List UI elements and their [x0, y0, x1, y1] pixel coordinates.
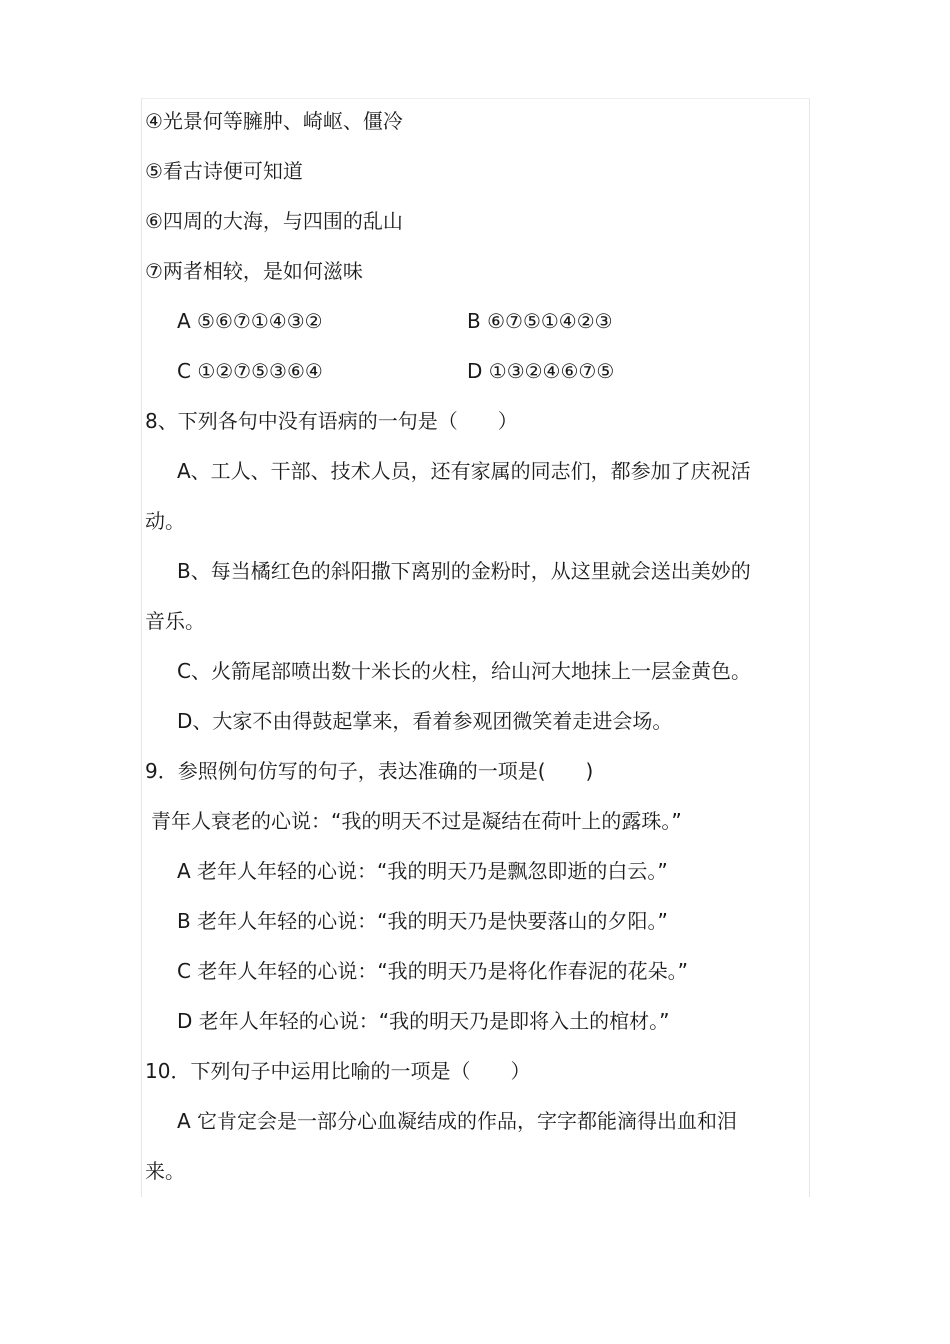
ordering-option-b: B ⑥⑦⑤①④②③	[467, 309, 613, 333]
question-8: 8、下列各句中没有语病的一句是（ ）	[145, 409, 518, 433]
question-10-option-a-line-2: 来。	[145, 1159, 185, 1183]
question-8-option-b-line-1: B、每当橘红色的斜阳撒下离别的金粉时，从这里就会送出美妙的	[177, 559, 751, 583]
question-10: 10．下列句子中运用比喻的一项是（ ）	[145, 1059, 531, 1083]
question-8-option-a-line-2: 动。	[145, 509, 185, 533]
question-9-option-d: D 老年人年轻的心说：“我的明天乃是即将入土的棺材。”	[177, 1009, 670, 1033]
question-9-option-b: B 老年人年轻的心说：“我的明天乃是快要落山的夕阳。”	[177, 909, 668, 933]
question-9-example: 青年人衰老的心说：“我的明天不过是凝结在荷叶上的露珠。”	[151, 809, 682, 833]
ordering-option-c: C ①②⑦⑤③⑥④	[177, 359, 323, 383]
ordering-option-a: A ⑤⑥⑦①④③②	[177, 309, 323, 333]
question-9-option-a: A 老年人年轻的心说：“我的明天乃是飘忽即逝的白云。”	[177, 859, 668, 883]
ordering-item-7: ⑦两者相较，是如何滋味	[145, 259, 363, 283]
question-9: 9．参照例句仿写的句子，表达准确的一项是( )	[145, 759, 594, 783]
ordering-option-d: D ①③②④⑥⑦⑤	[467, 359, 615, 383]
ordering-item-4: ④光景何等臃肿、崎岖、僵冷	[145, 109, 403, 133]
ordering-options-row-1	[145, 296, 835, 346]
ordering-options-row-2	[145, 346, 835, 396]
document-body	[145, 96, 835, 1196]
question-8-option-b-line-2: 音乐。	[145, 609, 205, 633]
ordering-item-6: ⑥四周的大海，与四围的乱山	[145, 209, 403, 233]
question-8-option-a-line-1: A、工人、干部、技术人员，还有家属的同志们，都参加了庆祝活	[177, 459, 751, 483]
question-9-option-c: C 老年人年轻的心说：“我的明天乃是将化作春泥的花朵。”	[177, 959, 689, 983]
question-8-option-d: D、大家不由得鼓起掌来，看着参观团微笑着走进会场。	[177, 709, 673, 733]
ordering-item-5: ⑤看古诗便可知道	[145, 159, 303, 183]
question-8-option-c: C、火箭尾部喷出数十米长的火柱，给山河大地抹上一层金黄色。	[177, 659, 751, 683]
question-10-option-a-line-1: A 它肯定会是一部分心血凝结成的作品，字字都能滴得出血和泪	[177, 1109, 738, 1133]
